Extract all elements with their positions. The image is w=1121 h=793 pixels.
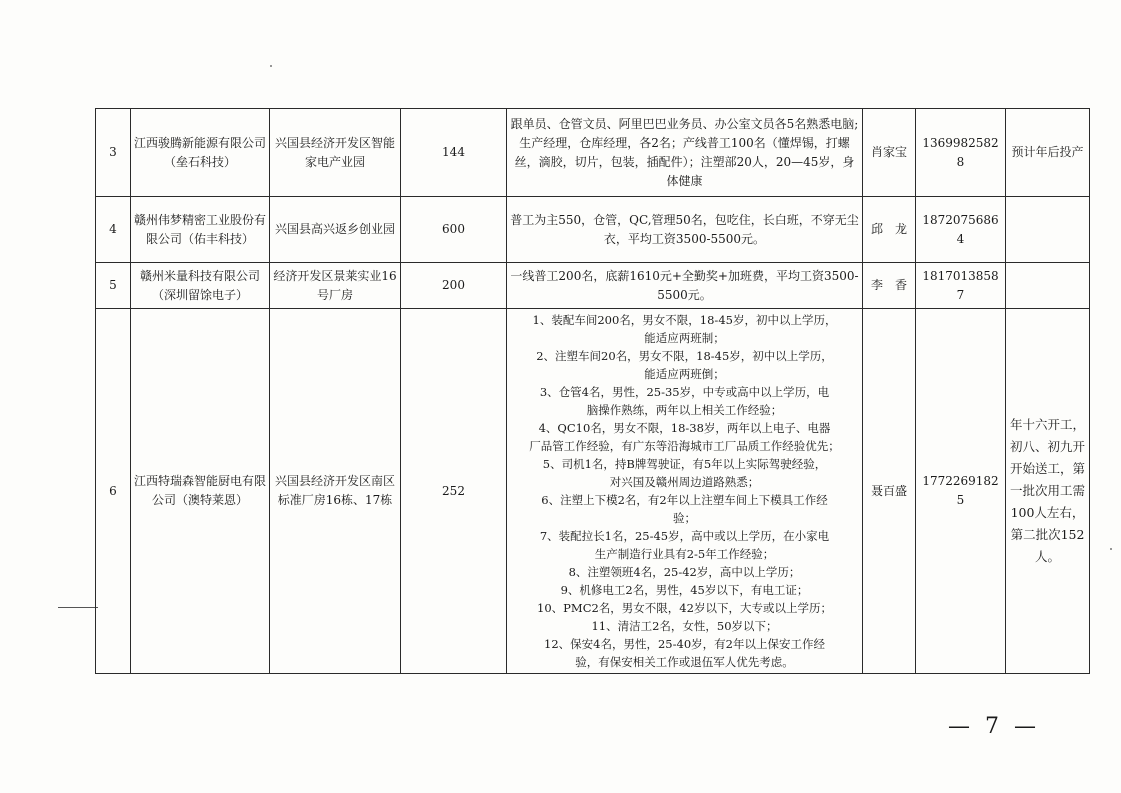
remark: 年十六开工，初八、初九开开始送工，第一批次用工需100人左右，第二批次152人。 [1006,309,1090,674]
detail-line: 12、保安4名，男性，25-40岁，有2年以上保安工作经 [544,637,825,651]
detail-line: 验，有保安相关工作或退伍军人优先考虑。 [575,655,794,669]
detail-line: 对兴国及赣州周边道路熟悉； [609,475,760,489]
detail-line: 厂品管工作经验，有广东等沿海城市工厂品质工作经验优先； [529,439,840,453]
row-number: 4 [96,197,131,263]
job-details: 普工为主550，仓管，QC,管理50名，包吃住，长白班，不穿无尘衣，平均工资3500-5500元。 [507,197,863,263]
contact-person: 李 香 [863,263,916,309]
row-number: 3 [96,109,131,197]
company-name: 江西骏腾新能源有限公司（垒石科技） [131,109,270,197]
detail-line: 生产制造行业具有2-5年工作经验； [594,547,775,561]
detail-line: 能适应两班倒； [644,367,725,381]
hiring-count: 200 [401,263,507,309]
contact-phone: 18720756864 [916,197,1006,263]
job-details [507,309,863,674]
row-number: 6 [96,309,131,674]
detail-line: 4、QC10名，男女不限，18-38岁，两年以上电子、电器 [538,421,831,435]
work-location: 兴国县高兴返乡创业园 [270,197,401,263]
company-name: 江西特瑞森智能厨电有限公司（澳特莱恩） [131,309,270,674]
detail-line: 7、装配拉长1名，25-45岁，高中或以上学历，在小家电 [539,529,830,543]
remark [1006,263,1090,309]
detail-line: 1、装配车间200名，男女不限，18-45岁，初中以上学历， [532,313,837,327]
detail-line: 6、注塑上下模2名，有2年以上注塑车间上下模具工作经 [541,493,828,507]
contact-phone: 17722691825 [916,309,1006,674]
company-name: 赣州伟梦精密工业股份有限公司（佑丰科技） [131,197,270,263]
hiring-count: 252 [401,309,507,674]
table-row [96,309,1090,674]
scan-speck [270,65,272,67]
scan-speck [1110,548,1112,550]
table-row [96,109,1090,197]
remark: 预计年后投产 [1006,109,1090,197]
row-number: 5 [96,263,131,309]
detail-line: 8、注塑领班4名，25-42岁，高中以上学历； [568,565,801,579]
remark [1006,197,1090,263]
contact-person: 聂百盛 [863,309,916,674]
detail-line: 脑操作熟练，两年以上相关工作经验； [586,403,783,417]
margin-mark [58,607,98,608]
company-name: 赣州米量科技有限公司（深圳留馀电子） [131,263,270,309]
table-row [96,263,1090,309]
job-listing-table [95,108,1090,674]
detail-line: 3、仓管4名，男性，25-35岁，中专或高中以上学历，电 [539,385,830,399]
detail-line: 验； [673,511,696,525]
table-row [96,197,1090,263]
contact-person: 肖家宝 [863,109,916,197]
work-location: 兴国县经济开发区南区标准厂房16栋、17栋 [270,309,401,674]
job-details: 一线普工200名，底薪1610元+全勤奖+加班费，平均工资3500-5500元。 [507,263,863,309]
hiring-count: 144 [401,109,507,197]
detail-line: 10、PMC2名，男女不限，42岁以下，大专或以上学历； [537,601,832,615]
work-location: 兴国县经济开发区智能家电产业园 [270,109,401,197]
detail-line: 2、注塑车间20名，男女不限，18-45岁，初中以上学历， [536,349,833,363]
detail-line: 11、清洁工2名，女性，50岁以下； [591,619,778,633]
contact-phone: 18170138587 [916,263,1006,309]
work-location: 经济开发区景莱实业16号厂房 [270,263,401,309]
hiring-count: 600 [401,197,507,263]
contact-person: 邱 龙 [863,197,916,263]
contact-phone: 13699825828 [916,109,1006,197]
job-details: 跟单员、仓管文员、阿里巴巴业务员、办公室文员各5名熟悉电脑;生产经理，仓库经理，各2名；产线普工100名（懂焊锡，打螺丝，滴胶，切片，包装，插配件）；注塑部20人，20—45岁，身体健康 [507,109,863,197]
detail-line: 9、机修电工2名，男性，45岁以下，有电工证； [560,583,809,597]
detail-line: 能适应两班制； [644,331,725,345]
page-number: — 7 — [948,714,1040,739]
detail-line: 5、司机1名，持B牌驾驶证，有5年以上实际驾驶经验， [542,457,827,471]
